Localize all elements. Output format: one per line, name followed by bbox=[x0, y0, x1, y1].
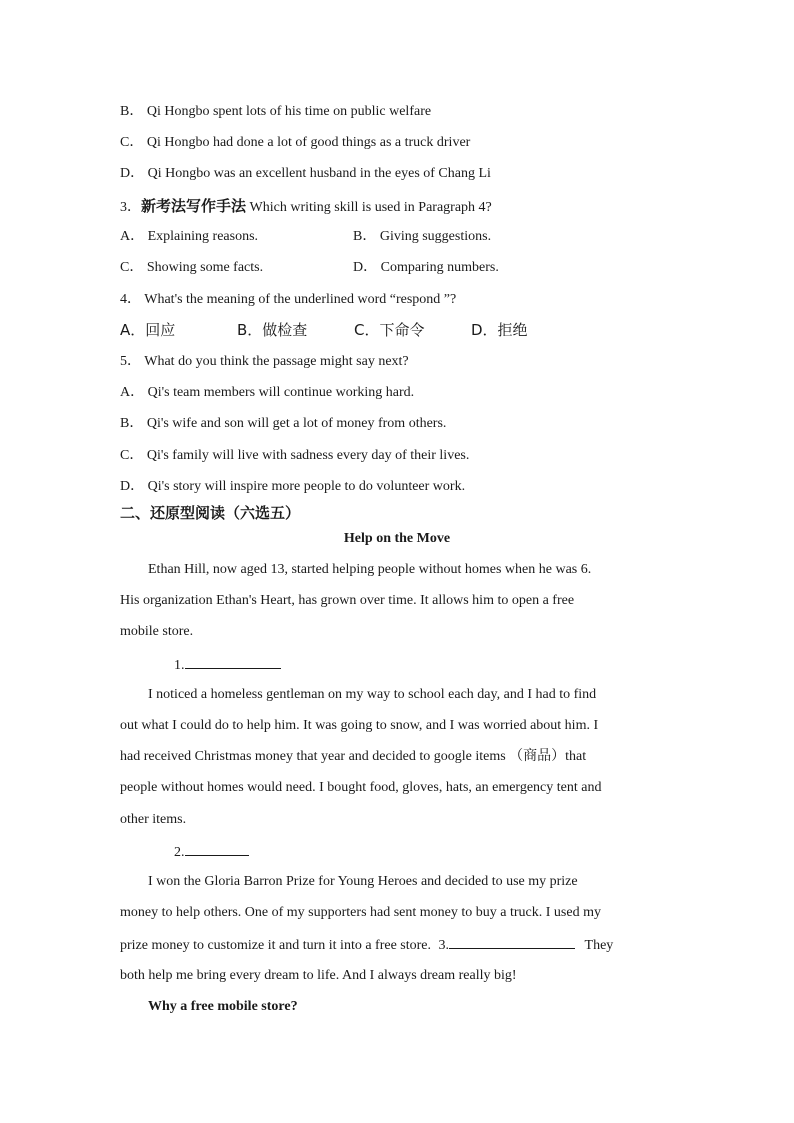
q5-option-a: A． Qi's team members will continue working hard. bbox=[120, 385, 415, 400]
p2-line-2: out what I could do to help him. It was going to snow, and I was worried about him. I bbox=[120, 718, 599, 733]
q4-option-a: A．回应 bbox=[120, 321, 176, 339]
q3-number: 3． bbox=[120, 200, 141, 215]
q4-option-c: C．下命令 bbox=[354, 321, 425, 339]
p2-line-4: people without homes would need. I bought food, gloves, hats, an emergency tent and bbox=[120, 780, 602, 795]
q5-stem: 5． What do you think the passage might say next? bbox=[120, 354, 409, 369]
q5-option-d: D． Qi's story will inspire more people to do volunteer work. bbox=[120, 479, 466, 494]
p3-line-3-after: They bbox=[584, 938, 614, 953]
blank-1-line bbox=[185, 654, 281, 669]
p1-line-3: mobile store. bbox=[120, 624, 194, 639]
p3-line-3 bbox=[120, 934, 613, 956]
q5-option-b: B． Qi's wife and son will get a lot of money from others. bbox=[120, 416, 447, 431]
passage-title: Help on the Move bbox=[343, 531, 451, 546]
q4-option-d: D．拒绝 bbox=[471, 321, 528, 339]
p3-line-2: money to help others. One of my supporters had sent money to buy a truck. I used my bbox=[120, 905, 601, 920]
blank-1 bbox=[174, 654, 281, 676]
p1-line-2: His organization Ethan's Heart, has grown over time. It allows him to open a free bbox=[120, 593, 575, 608]
p3-line-1: I won the Gloria Barron Prize for Young Heroes and decided to use my prize bbox=[148, 874, 578, 889]
blank-3-line bbox=[449, 934, 575, 949]
q4-stem: 4． What's the meaning of the underlined word “respond ”? bbox=[120, 292, 457, 307]
p2-line-1: I noticed a homeless gentleman on my way to school each day, and I had to find bbox=[148, 687, 597, 702]
p1-line-1: Ethan Hill, now aged 13, started helping people without homes when he was 6. bbox=[148, 562, 592, 577]
blank-3-number: 3. bbox=[438, 938, 450, 953]
q2-option-c: C． Qi Hongbo had done a lot of good things as a truck driver bbox=[120, 135, 471, 150]
blank-2 bbox=[174, 841, 249, 863]
q3-question: Which writing skill is used in Paragraph 4? bbox=[246, 200, 492, 215]
q3-tag: 新考法写作手法 bbox=[141, 197, 247, 215]
q3-option-d: D． Comparing numbers. bbox=[353, 260, 499, 275]
q3-option-b: B． Giving suggestions. bbox=[353, 229, 492, 244]
q4-option-b: B．做检查 bbox=[237, 321, 308, 339]
p2-line-5: other items. bbox=[120, 812, 187, 827]
q3-stem bbox=[120, 196, 492, 218]
subheading: Why a free mobile store? bbox=[148, 999, 298, 1014]
blank-2-line bbox=[185, 841, 249, 856]
p2-line-3: had received Christmas money that year and decided to google items （商品）that bbox=[120, 749, 587, 764]
q3-option-c: C． Showing some facts. bbox=[120, 260, 264, 275]
p3-line-4: both help me bring every dream to life. And I always dream really big! bbox=[120, 968, 517, 983]
blank-1-number: 1. bbox=[174, 658, 185, 673]
blank-2-number: 2. bbox=[174, 845, 185, 860]
q2-option-d: D． Qi Hongbo was an excellent husband in the eyes of Chang Li bbox=[120, 166, 491, 181]
q5-option-c: C． Qi's family will live with sadness every day of their lives. bbox=[120, 448, 470, 463]
q3-option-a: A． Explaining reasons. bbox=[120, 229, 259, 244]
p3-line-3-text: prize money to customize it and turn it into a free store. bbox=[120, 938, 432, 953]
q2-option-b: B． Qi Hongbo spent lots of his time on public welfare bbox=[120, 104, 432, 119]
section-heading: 二、还原型阅读（六选五） bbox=[120, 504, 301, 522]
